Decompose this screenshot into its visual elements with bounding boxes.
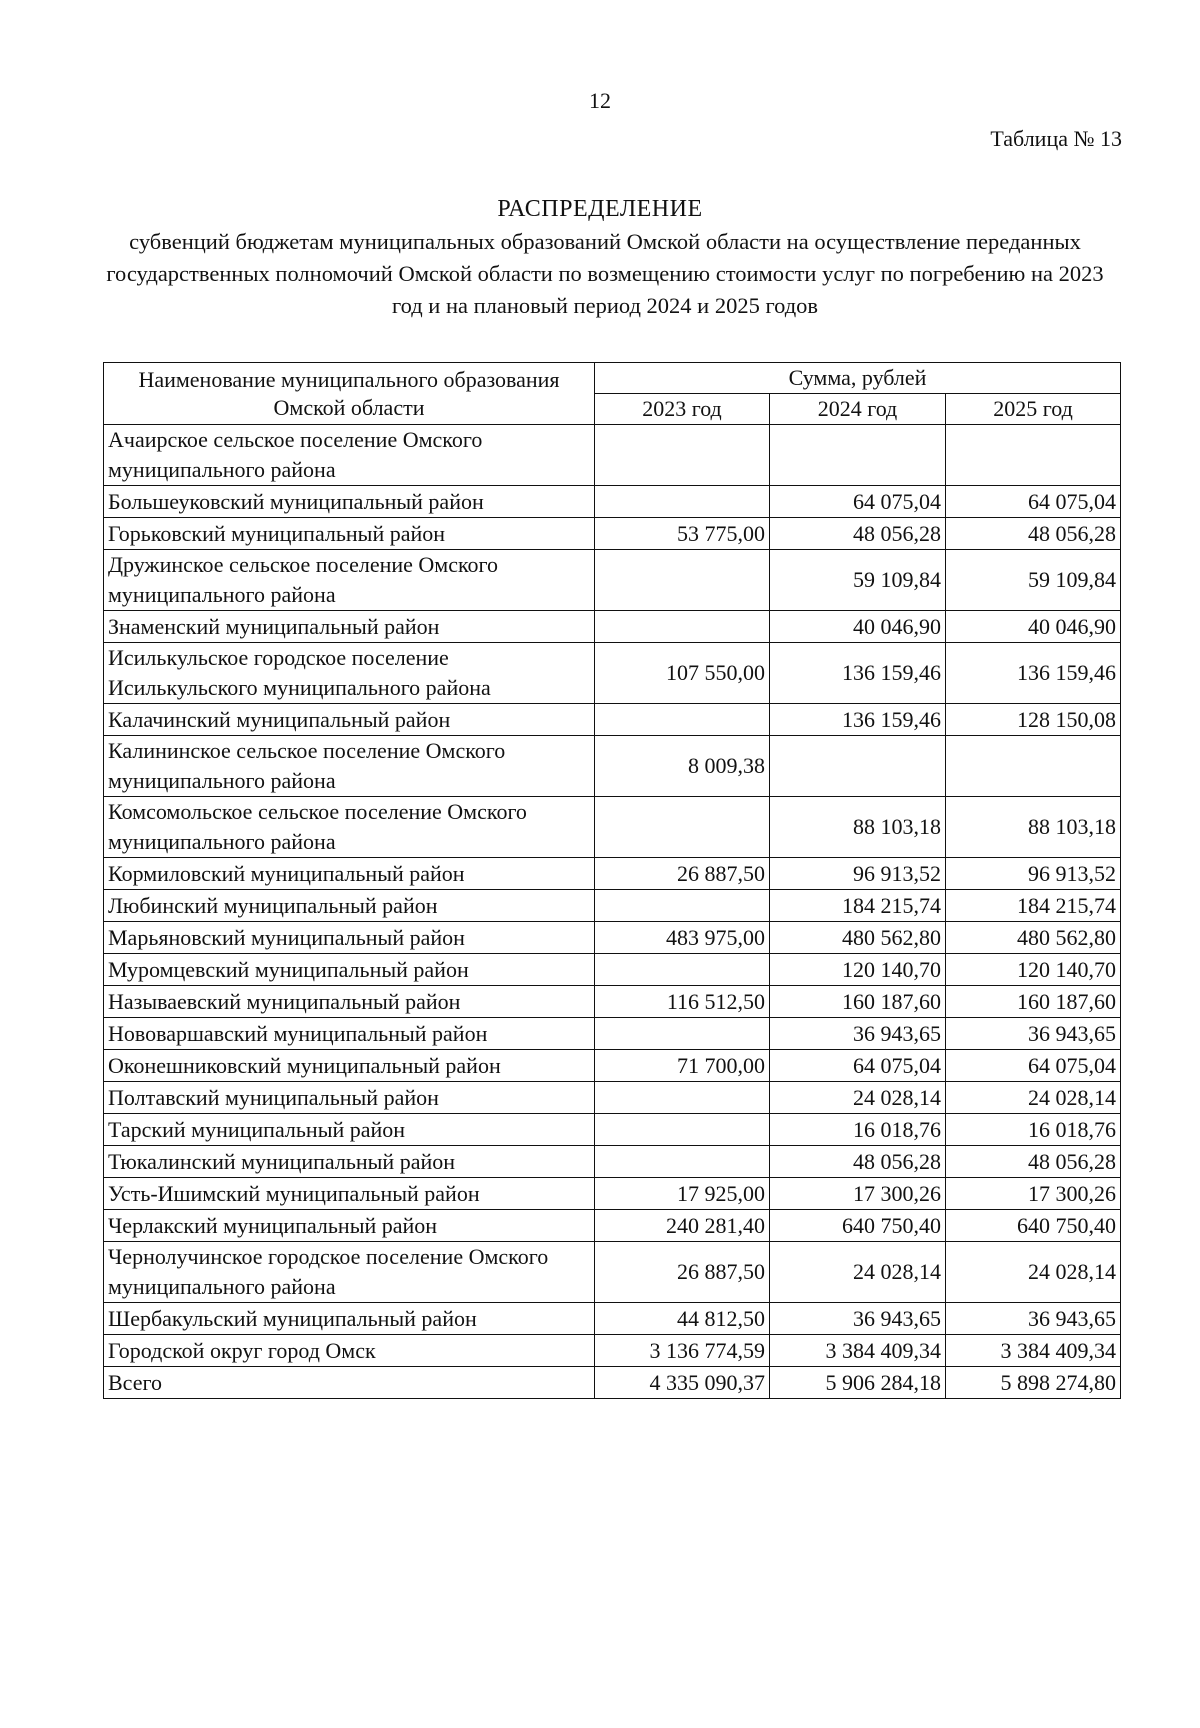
table-row [104,858,1121,890]
amount-2025-cell: 24 028,14 [946,1242,1121,1303]
amount-2023-cell: 53 775,00 [595,518,770,550]
amount-2023-cell [595,550,770,611]
amount-2024-cell: 96 913,52 [770,858,946,890]
amount-2023-cell: 26 887,50 [595,858,770,890]
amount-2024-cell: 136 159,46 [770,643,946,704]
amount-2024-cell: 36 943,65 [770,1018,946,1050]
municipality-name-cell: Большеуковский муниципальный район [104,486,595,518]
amount-2025-cell [946,425,1121,486]
municipality-name-cell: Исилькульское городское поселение Исилькульского муниципального района [104,643,595,704]
municipality-name-cell: Калачинский муниципальный район [104,704,595,736]
amount-2023-cell: 44 812,50 [595,1303,770,1335]
municipality-name-cell: Нововаршавский муниципальный район [104,1018,595,1050]
municipality-name-cell: Шербакульский муниципальный район [104,1303,595,1335]
table-row [104,922,1121,954]
municipality-name-cell: Тюкалинский муниципальный район [104,1146,595,1178]
subvention-table [103,362,1121,1399]
municipality-name-cell: Горьковский муниципальный район [104,518,595,550]
amount-2025-cell: 96 913,52 [946,858,1121,890]
amount-2025-cell: 24 028,14 [946,1082,1121,1114]
municipality-name-cell: Комсомольское сельское поселение Омского муниципального района [104,797,595,858]
amount-2023-cell: 107 550,00 [595,643,770,704]
amount-2024-cell: 24 028,14 [770,1082,946,1114]
amount-2023-cell [595,954,770,986]
table-row [104,1335,1121,1367]
municipality-name-cell: Оконешниковский муниципальный район [104,1050,595,1082]
column-header-2024: 2024 год [770,394,946,425]
municipality-name-cell: Знаменский муниципальный район [104,611,595,643]
amount-2023-cell [595,1018,770,1050]
amount-2023-cell [595,1082,770,1114]
table-row [104,954,1121,986]
amount-2023-cell: 240 281,40 [595,1210,770,1242]
amount-2025-cell: 36 943,65 [946,1303,1121,1335]
table-row [104,704,1121,736]
municipality-name-cell: Марьяновский муниципальный район [104,922,595,954]
amount-2023-cell: 26 887,50 [595,1242,770,1303]
amount-2024-cell: 24 028,14 [770,1242,946,1303]
table-row [104,797,1121,858]
amount-2025-cell: 184 215,74 [946,890,1121,922]
amount-2025-cell: 88 103,18 [946,797,1121,858]
amount-2024-cell: 88 103,18 [770,797,946,858]
municipality-name-cell: Кормиловский муниципальный район [104,858,595,890]
amount-2025-cell: 40 046,90 [946,611,1121,643]
table-row [104,736,1121,797]
amount-2023-cell: 483 975,00 [595,922,770,954]
table-row [104,1114,1121,1146]
municipality-name-cell: Черлакский муниципальный район [104,1210,595,1242]
column-header-2023: 2023 год [595,394,770,425]
document-subtitle: субвенций бюджетам муниципальных образований Омской области на осуществление переданных государственных полномочий Омской области по возмещению стоимости услуг по погребению на 2023 год и на плановый период 2024 и 2025 годов [106,229,1104,318]
amount-2023-cell [595,611,770,643]
amount-2025-cell: 36 943,65 [946,1018,1121,1050]
amount-2023-cell [595,797,770,858]
amount-2023-cell: 8 009,38 [595,736,770,797]
municipality-name-cell: Любинский муниципальный район [104,890,595,922]
municipality-name-cell: Дружинское сельское поселение Омского муниципального района [104,550,595,611]
amount-2024-cell: 16 018,76 [770,1114,946,1146]
amount-2025-cell: 16 018,76 [946,1114,1121,1146]
amount-2023-cell [595,890,770,922]
amount-2023-cell: 71 700,00 [595,1050,770,1082]
table-row [104,1210,1121,1242]
page-number: 12 [589,88,611,113]
table-row [104,425,1121,486]
municipality-name-cell: Всего [104,1367,595,1399]
municipality-name-cell: Калининское сельское поселение Омского муниципального района [104,736,595,797]
amount-2025-cell: 136 159,46 [946,643,1121,704]
amount-2024-cell: 17 300,26 [770,1178,946,1210]
table-row [104,1018,1121,1050]
table-number: Таблица № 13 [990,126,1122,151]
table-body [104,425,1121,1399]
amount-2024-cell: 36 943,65 [770,1303,946,1335]
amount-2025-cell: 120 140,70 [946,954,1121,986]
table-row [104,1367,1121,1399]
table-row [104,486,1121,518]
amount-2023-cell [595,486,770,518]
amount-2023-cell [595,1146,770,1178]
municipality-name-cell: Ачаирское сельское поселение Омского муниципального района [104,425,595,486]
table-row [104,1303,1121,1335]
document-title: РАСПРЕДЕЛЕНИЕ [497,196,703,222]
amount-2023-cell [595,704,770,736]
amount-2023-cell [595,1114,770,1146]
amount-2025-cell: 17 300,26 [946,1178,1121,1210]
municipality-name-cell: Усть-Ишимский муниципальный район [104,1178,595,1210]
municipality-name-cell: Полтавский муниципальный район [104,1082,595,1114]
table-row [104,1242,1121,1303]
amount-2024-cell: 136 159,46 [770,704,946,736]
amount-2024-cell: 640 750,40 [770,1210,946,1242]
municipality-name-cell: Чернолучинское городское поселение Омского муниципального района [104,1242,595,1303]
amount-2024-cell: 59 109,84 [770,550,946,611]
amount-2024-cell: 480 562,80 [770,922,946,954]
amount-2023-cell: 4 335 090,37 [595,1367,770,1399]
table-row [104,643,1121,704]
municipality-name-cell: Городской округ город Омск [104,1335,595,1367]
amount-2024-cell: 3 384 409,34 [770,1335,946,1367]
amount-2025-cell: 48 056,28 [946,518,1121,550]
municipality-name-cell: Называевский муниципальный район [104,986,595,1018]
amount-2025-cell: 48 056,28 [946,1146,1121,1178]
municipality-name-cell: Муромцевский муниципальный район [104,954,595,986]
amount-2024-cell [770,425,946,486]
amount-2025-cell: 5 898 274,80 [946,1367,1121,1399]
table-row [104,1146,1121,1178]
amount-2023-cell [595,425,770,486]
amount-2025-cell: 640 750,40 [946,1210,1121,1242]
amount-2024-cell: 5 906 284,18 [770,1367,946,1399]
amount-2024-cell: 184 215,74 [770,890,946,922]
municipality-name-cell: Тарский муниципальный район [104,1114,595,1146]
amount-2023-cell: 3 136 774,59 [595,1335,770,1367]
amount-2024-cell: 48 056,28 [770,1146,946,1178]
amount-2025-cell: 160 187,60 [946,986,1121,1018]
amount-2025-cell: 64 075,04 [946,486,1121,518]
amount-2024-cell: 48 056,28 [770,518,946,550]
amount-2025-cell: 59 109,84 [946,550,1121,611]
column-header-name: Наименование муниципального образования Омской области [104,363,595,425]
amount-2024-cell: 64 075,04 [770,486,946,518]
amount-2024-cell [770,736,946,797]
amount-2024-cell: 40 046,90 [770,611,946,643]
amount-2024-cell: 160 187,60 [770,986,946,1018]
amount-2025-cell: 3 384 409,34 [946,1335,1121,1367]
amount-2024-cell: 64 075,04 [770,1050,946,1082]
amount-2024-cell: 120 140,70 [770,954,946,986]
amount-2025-cell: 480 562,80 [946,922,1121,954]
amount-2023-cell: 17 925,00 [595,1178,770,1210]
amount-2025-cell: 128 150,08 [946,704,1121,736]
amount-2023-cell: 116 512,50 [595,986,770,1018]
column-header-sum: Сумма, рублей [595,363,1121,394]
table-row [104,986,1121,1018]
table-row [104,611,1121,643]
table-row [104,1082,1121,1114]
table-row [104,550,1121,611]
table-row [104,1050,1121,1082]
table-row [104,518,1121,550]
column-header-2025: 2025 год [946,394,1121,425]
table-row [104,1178,1121,1210]
amount-2025-cell: 64 075,04 [946,1050,1121,1082]
table-row [104,890,1121,922]
amount-2025-cell [946,736,1121,797]
